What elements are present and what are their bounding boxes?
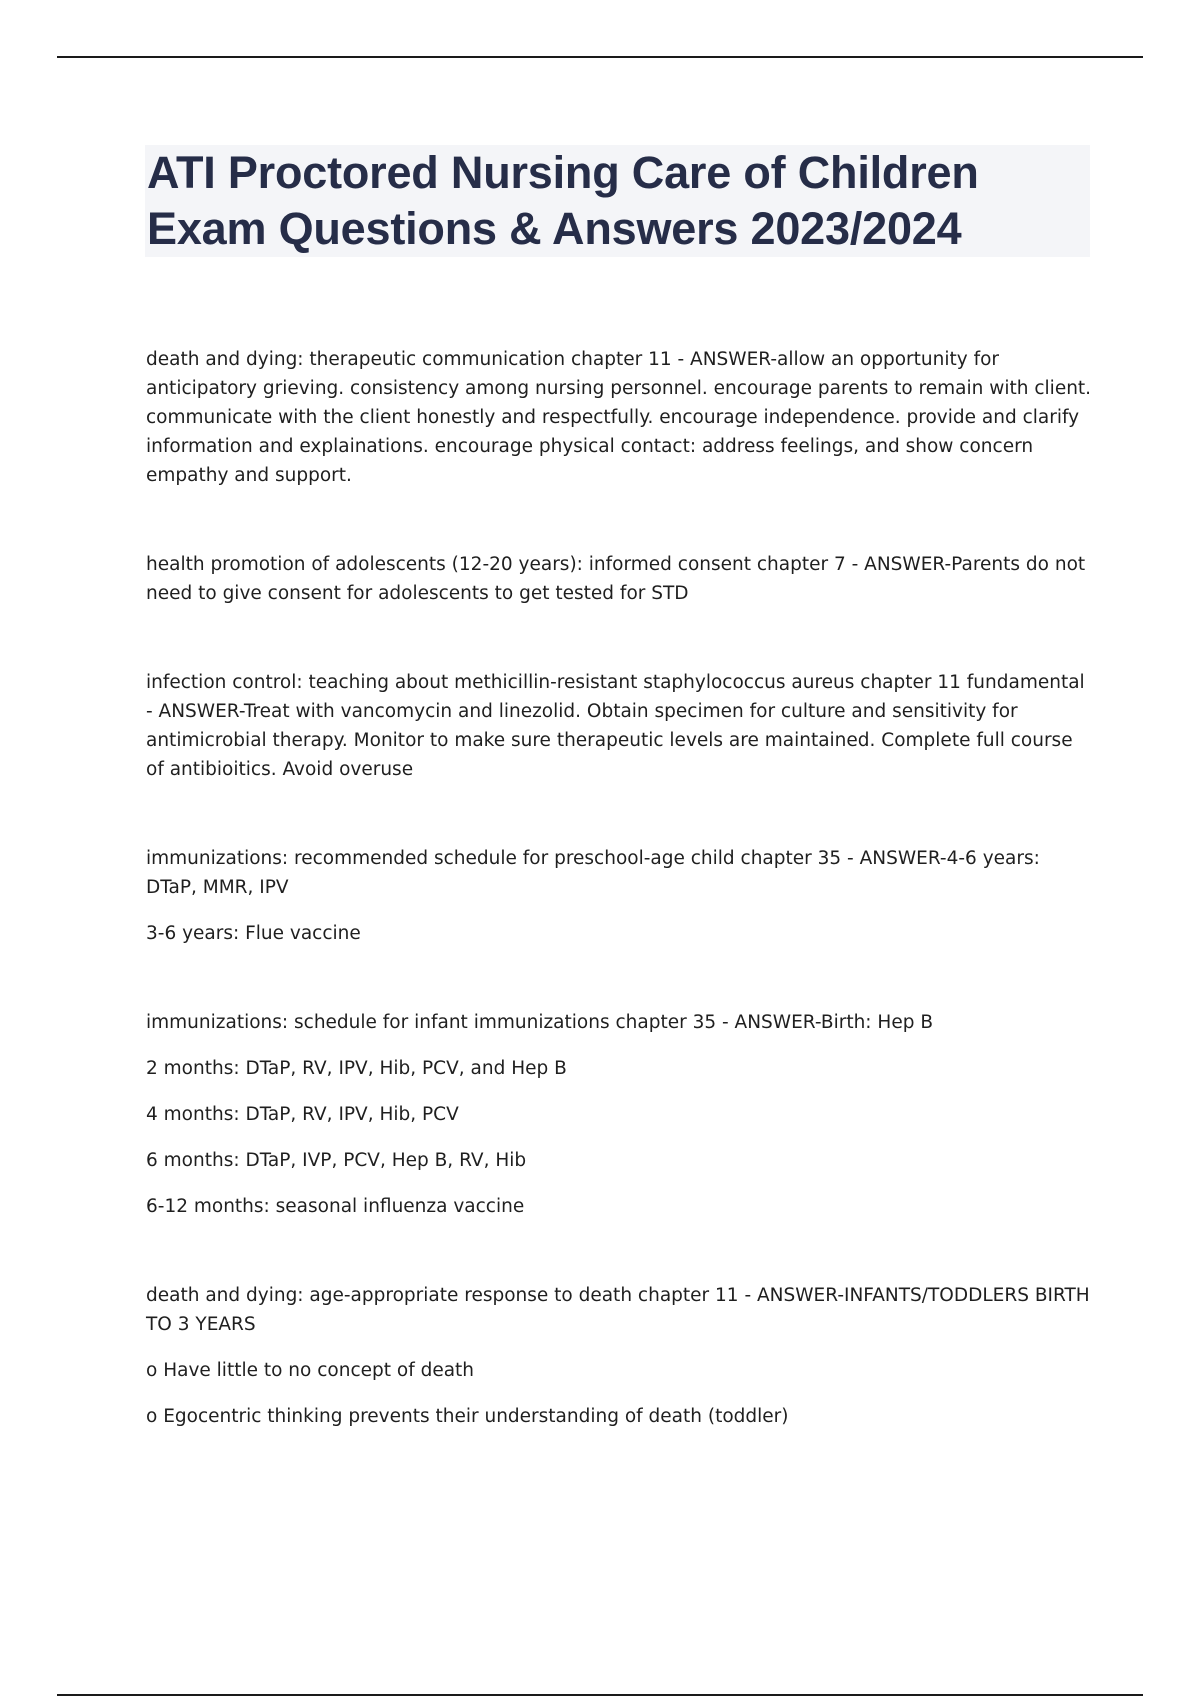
entry-text: 4 months: DTaP, RV, IPV, Hib, PCV: [146, 1104, 459, 1125]
entry-text: infection control: teaching about methicillin-resistant staphylococcus aureus chapter 11 fundamental - ANSWER-Treat with vancomycin and linezolid. Obtain specimen for culture and sensitivity for antimicrobial therapy. Monitor to make sure therapeutic levels are maintained. Complete full course of antibioitics. Avoid overuse: [146, 672, 1085, 780]
qa-entry-informed-consent: [146, 550, 1096, 608]
entry-text: death and dying: age-appropriate response to death chapter 11 - ANSWER-INFANTS/TODDLERS BIRTH TO 3 YEARS: [146, 1285, 1090, 1335]
qa-entry-response-to-death: [146, 1281, 1096, 1431]
entry-text: o Have little to no concept of death: [146, 1360, 475, 1381]
title-line-2: Exam Questions & Answers 2023/2024: [147, 203, 962, 254]
entry-text: 6-12 months: seasonal influenza vaccine: [146, 1196, 525, 1217]
qa-content: [146, 345, 1096, 1491]
bottom-divider: [57, 1694, 1143, 1696]
document-title: [145, 145, 1090, 257]
entry-text: 3-6 years: Flue vaccine: [146, 923, 361, 944]
qa-entry-therapeutic-communication: [146, 345, 1096, 490]
entry-text: health promotion of adolescents (12-20 years): informed consent chapter 7 - ANSWER-Parents do not need to give consent for adolescents to get tested for STD: [146, 554, 1086, 604]
qa-entry-infant-immunizations: [146, 1008, 1096, 1221]
entry-text: 6 months: DTaP, IVP, PCV, Hep B, RV, Hib: [146, 1150, 527, 1171]
top-divider: [57, 56, 1143, 58]
title-line-1: ATI Proctored Nursing Care of Children: [147, 147, 979, 198]
qa-entry-preschool-immunizations: [146, 844, 1096, 948]
qa-entry-infection-control: [146, 668, 1096, 784]
entry-text: immunizations: schedule for infant immunizations chapter 35 - ANSWER-Birth: Hep B: [146, 1012, 934, 1033]
entry-text: immunizations: recommended schedule for preschool-age child chapter 35 - ANSWER-4-6 years: DTaP, MMR, IPV: [146, 848, 1040, 898]
entry-text: 2 months: DTaP, RV, IPV, Hib, PCV, and Hep B: [146, 1058, 567, 1079]
entry-text: death and dying: therapeutic communication chapter 11 - ANSWER-allow an opportunity for anticipatory grieving. consistency among nursing personnel. encourage parents to remain with client. communicate with the client honestly and respectfully. encourage independence. provide and clarify information and explainations. encourage physical contact: address feelings, and show concern empathy and support.: [146, 349, 1092, 486]
entry-text: o Egocentric thinking prevents their understanding of death (toddler): [146, 1406, 789, 1427]
